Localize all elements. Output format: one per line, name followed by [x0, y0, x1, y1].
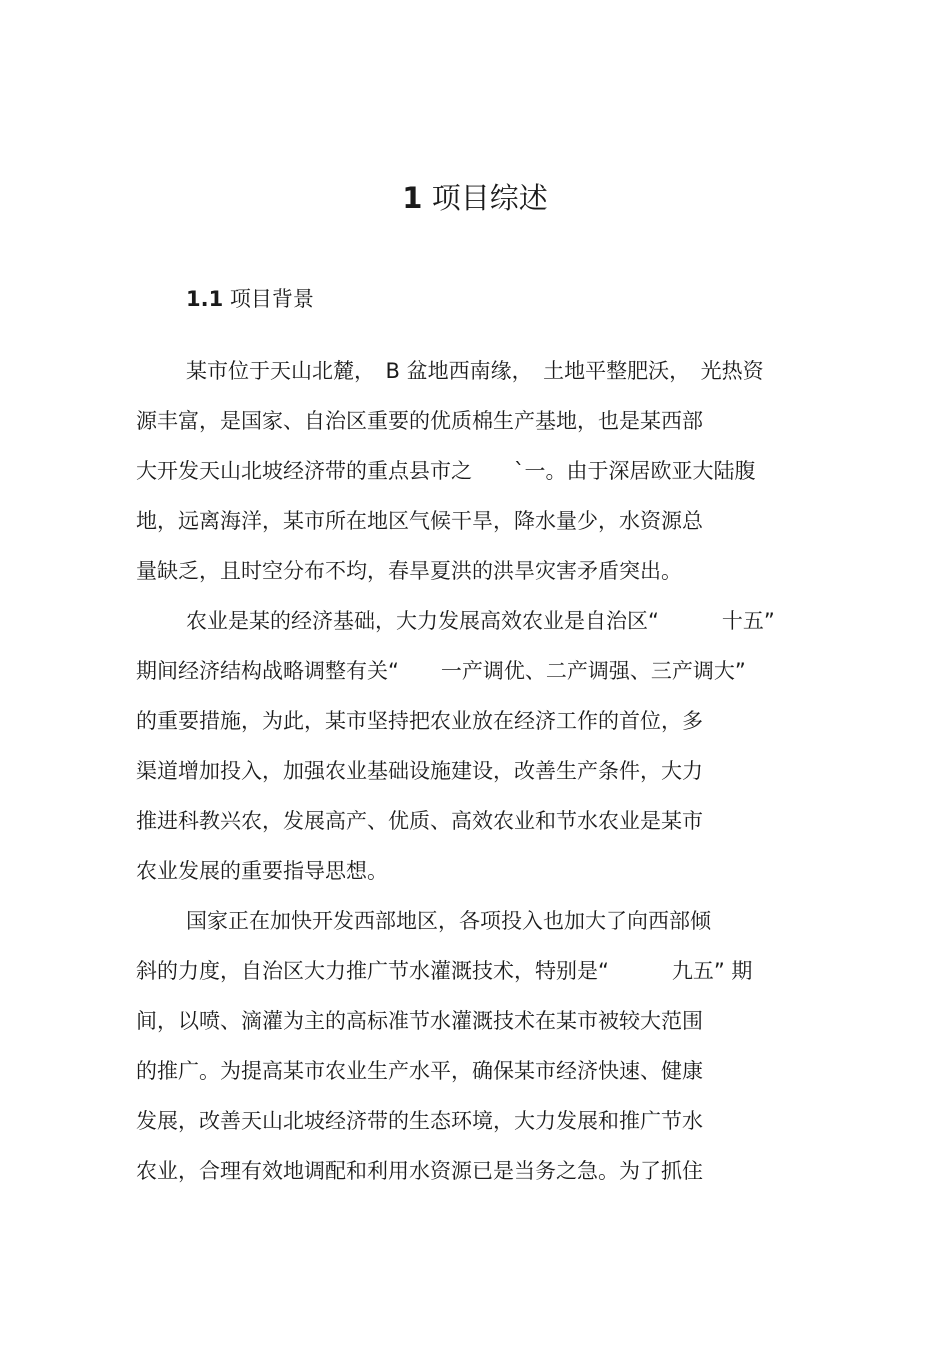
- paragraph-line: 量缺乏，且时空分布不均，春旱夏洪的洪旱灾害矛盾突出。: [136, 559, 682, 583]
- section-number: 1.1: [186, 287, 224, 311]
- paragraph-line: 的推广。为提高某市农业生产水平，确保某市经济快速、健康: [136, 1059, 703, 1083]
- paragraph-line: 大开发天山北坡经济带的重点县市之 `一。由于深居欧亚大陆腹: [136, 459, 756, 483]
- paragraph-line: 农业是某的经济基础，大力发展高效农业是自治区“ 十五”: [186, 609, 775, 633]
- paragraph-line: 源丰富，是国家、自治区重要的优质棉生产基地，也是某西部: [136, 409, 703, 433]
- paragraph-line: 推进科教兴农，发展高产、优质、高效农业和节水农业是某市: [136, 809, 703, 833]
- section-title-text: 项目背景: [229, 287, 314, 311]
- paragraph-line: 斜的力度，自治区大力推广节水灌溉技术，特别是“ 九五” 期: [136, 959, 753, 983]
- chapter-title: [0, 178, 950, 218]
- paragraph-line: 农业发展的重要指导思想。: [136, 859, 388, 883]
- paragraph-line: 期间经济结构战略调整有关“ 一产调优、二产调强、三产调大”: [136, 659, 746, 683]
- chapter-number: 1: [402, 181, 423, 215]
- paragraph-line: 地，远离海洋，某市所在地区气候干旱，降水量少，水资源总: [136, 509, 703, 533]
- paragraph-line: 农业，合理有效地调配和利用水资源已是当务之急。为了抓住: [136, 1159, 703, 1183]
- paragraph-line: 国家正在加快开发西部地区，各项投入也加大了向西部倾: [186, 909, 711, 933]
- paragraph-line: 发展，改善天山北坡经济带的生态环境，大力发展和推广节水: [136, 1109, 703, 1133]
- paragraph-line: 某市位于天山北麓， B 盆地西南缘， 土地平整肥沃， 光热资: [186, 359, 764, 383]
- chapter-title-text: 项目综述: [431, 181, 548, 215]
- paragraph-line: 间，以喷、滴灌为主的高标准节水灌溉技术在某市被较大范围: [136, 1009, 703, 1033]
- section-title: [186, 284, 314, 314]
- paragraph-line: 的重要措施，为此，某市坚持把农业放在经济工作的首位，多: [136, 709, 703, 733]
- paragraph-line: 渠道增加投入，加强农业基础设施建设，改善生产条件，大力: [136, 759, 703, 783]
